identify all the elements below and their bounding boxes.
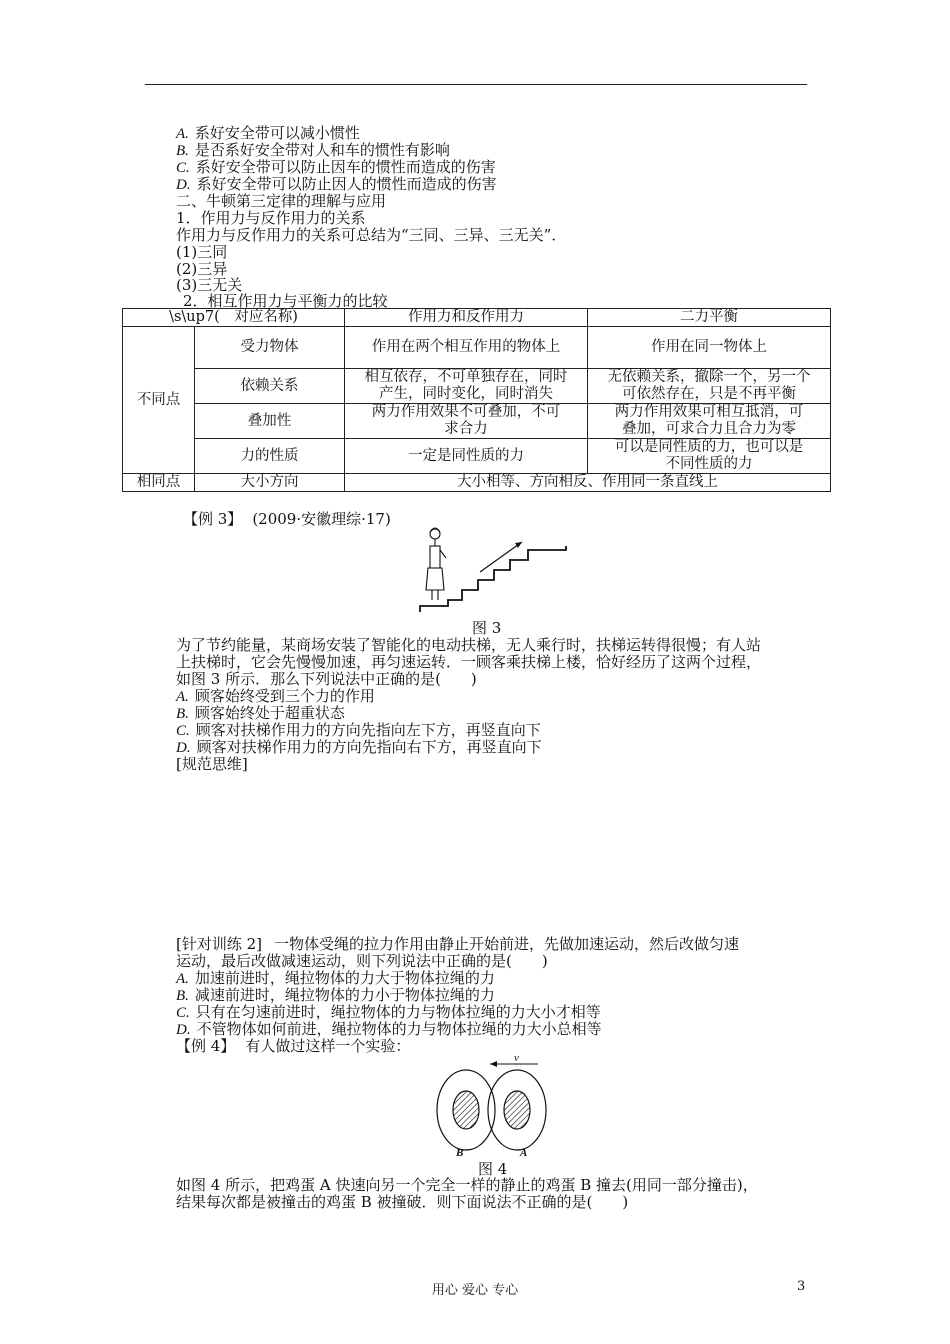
escalator-figure bbox=[418, 524, 570, 616]
row-name: 力的性质 bbox=[195, 439, 345, 474]
arrow-head-icon bbox=[515, 542, 522, 548]
subheading-2: 2．相互作用力与平衡力的比较 bbox=[183, 292, 388, 310]
row-name: 叠加性 bbox=[195, 404, 345, 439]
figure4-caption: 图 4 bbox=[478, 1160, 508, 1178]
training2-stem-line: [针对训练 2] 一物体受绳的拉力作用由静止开始前进，先做加速运动，然后改做匀速 bbox=[176, 935, 740, 953]
header-cell-name: \s\up7( 对应名称) bbox=[123, 309, 345, 327]
row-name: 依赖关系 bbox=[195, 369, 345, 404]
example3-option-a: A. 顾客始终受到三个力的作用 bbox=[176, 687, 375, 705]
list-item-3: (3)三无关 bbox=[176, 276, 243, 294]
thinking-label: [规范思维] bbox=[176, 755, 248, 773]
balance-cell: 作用在同一物体上 bbox=[588, 327, 831, 369]
example3-stem-line: 为了节约能量，某商场安装了智能化的电动扶梯，无人乘行时，扶梯运转得很慢；有人站 bbox=[176, 636, 762, 654]
example4-stem-line: 结果每次都是被撞击的鸡蛋 B 被撞破．则下面说法不正确的是( ) bbox=[176, 1193, 629, 1211]
action-cell: 两力作用效果不可叠加，不可 求合力 bbox=[345, 404, 588, 439]
header-cell-action: 作用力和反作用力 bbox=[345, 309, 588, 327]
egg-a bbox=[488, 1070, 546, 1150]
egg-b bbox=[437, 1070, 495, 1150]
page-number: 3 bbox=[797, 1279, 806, 1294]
table-row bbox=[123, 327, 831, 369]
motion-arrow bbox=[480, 542, 522, 572]
same-value-cell: 大小相等、方向相反、作用同一条直线上 bbox=[345, 474, 831, 492]
training2-option-c: C. 只有在匀速前进时，绳拉物体的力与物体拉绳的力大小才相等 bbox=[176, 1003, 601, 1021]
velocity-label: v bbox=[514, 1052, 519, 1064]
arrow-head-icon bbox=[490, 1061, 497, 1067]
figure3-caption: 图 3 bbox=[472, 619, 502, 637]
training2-option-b: B. 减速前进时，绳拉物体的力小于物体拉绳的力 bbox=[176, 986, 495, 1004]
group-diff-cell: 不同点 bbox=[123, 327, 195, 474]
header-rule bbox=[145, 84, 807, 85]
balance-cell: 可以是同性质的力，也可以是 不同性质的力 bbox=[588, 439, 831, 474]
action-cell: 作用在两个相互作用的物体上 bbox=[345, 327, 588, 369]
table-row bbox=[123, 474, 831, 492]
table-row bbox=[123, 369, 831, 404]
example4-title: 【例 4】 有人做过这样一个实验： bbox=[176, 1037, 411, 1055]
table-row bbox=[123, 404, 831, 439]
table-row bbox=[123, 439, 831, 474]
intro-text: 作用力与反作用力的关系可总结为“三同、三异、三无关”． bbox=[176, 226, 567, 244]
list-item-2: (2)三异 bbox=[176, 260, 228, 278]
list-item-1: (1)三同 bbox=[176, 243, 228, 261]
example4-stem-line: 如图 4 所示，把鸡蛋 A 快速向另一个完全一样的静止的鸡蛋 B 撞去(用同一部分撞击)， bbox=[176, 1176, 758, 1194]
balance-cell: 两力作用效果可相互抵消，可 叠加，可求合力且合力为零 bbox=[588, 404, 831, 439]
balance-cell: 无依赖关系，撤除一个，另一个 可依然存在，只是不再平衡 bbox=[588, 369, 831, 404]
prev-option-d: D. 系好安全带可以防止因人的惯性而造成的伤害 bbox=[176, 175, 497, 193]
example3-option-b: B. 顾客始终处于超重状态 bbox=[176, 704, 345, 722]
training2-option-d: D. 不管物体如何前进，绳拉物体的力与物体拉绳的力大小总相等 bbox=[176, 1020, 602, 1038]
example3-option-c: C. 顾客对扶梯作用力的方向先指向左下方，再竖直向下 bbox=[176, 721, 541, 739]
customer-figure bbox=[426, 528, 446, 600]
prev-option-c: C. 系好安全带可以防止因车的惯性而造成的伤害 bbox=[176, 158, 496, 176]
action-cell: 一定是同性质的力 bbox=[345, 439, 588, 474]
footer-text: 用心 爱心 专心 bbox=[431, 1283, 519, 1298]
comparison-table bbox=[122, 308, 831, 492]
example3-option-d: D. 顾客对扶梯作用力的方向先指向右下方，再竖直向下 bbox=[176, 738, 542, 756]
prev-option-b: B. 是否系好安全带对人和车的惯性有影响 bbox=[176, 141, 450, 159]
egg-b-label: B bbox=[456, 1147, 464, 1159]
training2-stem-line: 运动，最后改做减速运动，则下列说法中正确的是( ) bbox=[176, 952, 548, 970]
row-name: 受力物体 bbox=[195, 327, 345, 369]
subheading-1: 1．作用力与反作用力的关系 bbox=[176, 209, 366, 227]
egg-a-label: A bbox=[520, 1147, 528, 1159]
table-header-row bbox=[123, 309, 831, 327]
eggs-figure bbox=[434, 1050, 550, 1160]
escalator-steps bbox=[420, 546, 566, 612]
example3-title: 【例 3】 (2009·安徽理综·17) bbox=[183, 510, 391, 528]
action-cell: 相互依存，不可单独存在，同时 产生，同时变化，同时消失 bbox=[345, 369, 588, 404]
header-cell-balance: 二力平衡 bbox=[588, 309, 831, 327]
prev-option-a: A. 系好安全带可以减小惯性 bbox=[176, 124, 360, 142]
section-heading: 二、牛顿第三定律的理解与应用 bbox=[176, 192, 387, 210]
group-same-cell: 相同点 bbox=[123, 474, 195, 492]
example3-stem-line: 如图 3 所示．那么下列说法中正确的是( ) bbox=[176, 670, 477, 688]
example3-stem-line: 上扶梯时，它会先慢慢加速，再匀速运转．一顾客乘扶梯上楼，恰好经历了这两个过程， bbox=[176, 653, 762, 671]
row-name: 大小方向 bbox=[195, 474, 345, 492]
training2-option-a: A. 加速前进时，绳拉物体的力大于物体拉绳的力 bbox=[176, 969, 495, 987]
